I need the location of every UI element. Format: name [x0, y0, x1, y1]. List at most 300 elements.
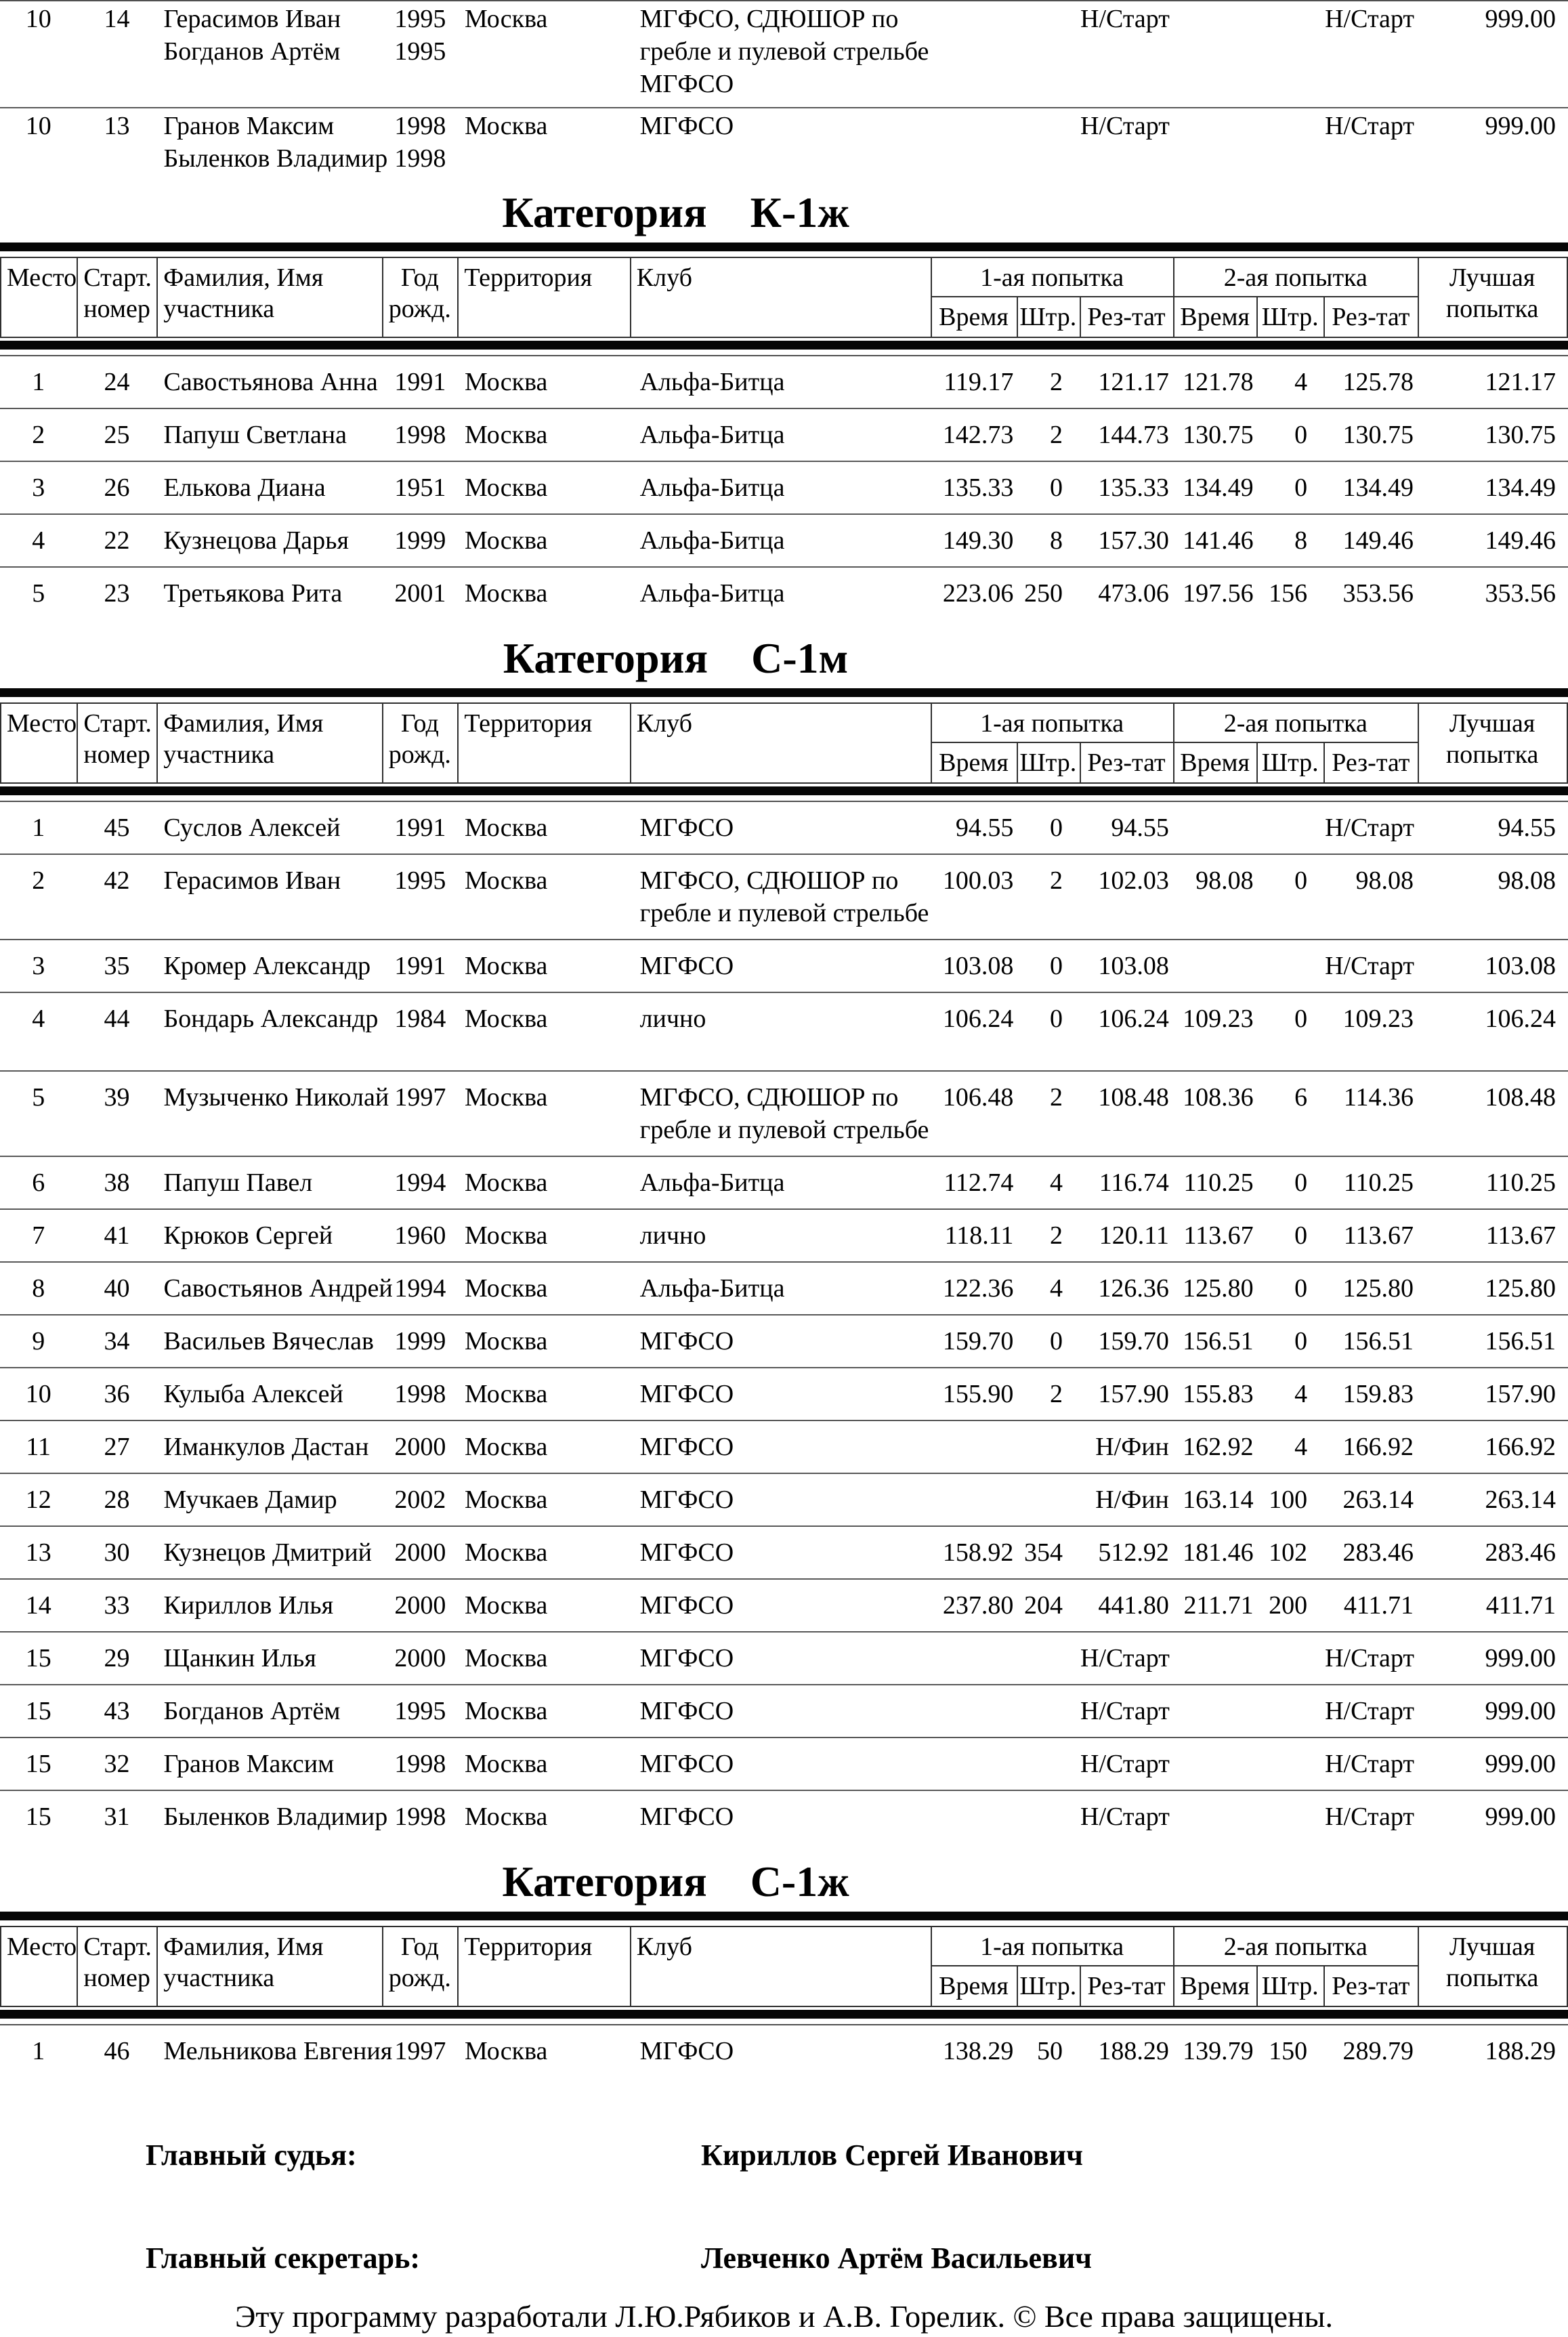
- cell-attempt2-time: 113.67: [1174, 1209, 1258, 1262]
- cell-club: МГФСО: [639, 2037, 734, 2065]
- col-header-bib-line1: Старт.: [83, 264, 152, 292]
- cell-place: 10: [0, 1368, 77, 1420]
- cell-attempt1-time: 237.80: [931, 1579, 1017, 1632]
- cell-name: Елькова Диана: [156, 461, 382, 514]
- cell-club: МГФСО: [631, 1579, 931, 1632]
- section-title-prefix: Категория: [503, 634, 708, 682]
- chief-secretary-row: [146, 2241, 1568, 2276]
- cell-attempt2-time: [1174, 1, 1258, 108]
- cell-club: МГФСО: [631, 1420, 931, 1473]
- cell-attempt2-penalty: 0: [1258, 1315, 1326, 1368]
- cell-year: 2002: [383, 1473, 458, 1526]
- cell-attempt2-time: 211.71: [1174, 1579, 1258, 1632]
- result-row: [0, 1526, 1568, 1579]
- result-row: [0, 1209, 1568, 1262]
- cell-place: 2: [0, 408, 77, 461]
- cell-attempt1-time: 106.24: [931, 992, 1017, 1071]
- cell-place: 1: [32, 368, 45, 396]
- col-header-name: [157, 257, 383, 337]
- col-header-name-line2: участника: [163, 1964, 275, 1992]
- cell-club: МГФСО: [631, 1738, 931, 1790]
- col-header-attempt1-time: Время: [931, 297, 1017, 337]
- result-row: [0, 514, 1568, 567]
- cell-year: 1995: [383, 1685, 458, 1738]
- cell-best-attempt: 999.00: [1485, 5, 1556, 33]
- cell-club: Альфа-Битца: [631, 461, 931, 514]
- col-header-bib-line2: номер: [83, 740, 150, 769]
- cell-name: Кулыба Алексей: [156, 1368, 382, 1420]
- cell-bib: 28: [77, 1473, 156, 1526]
- cell-year: 1984: [383, 992, 458, 1071]
- section-title-code: С-1ж: [750, 1857, 849, 1906]
- cell-place: 4: [0, 514, 77, 567]
- cell-territory: Москва: [458, 1262, 631, 1315]
- col-header-attempt1: 1-ая попытка: [931, 257, 1174, 297]
- cell-attempt1-time: 100.03: [931, 854, 1017, 940]
- cell-attempt2-result: Н/Старт: [1325, 1685, 1419, 1738]
- cell-place: 10: [25, 5, 51, 33]
- cell-best-attempt: 999.00: [1419, 1632, 1568, 1685]
- cell-attempt1-result: 126.36: [1080, 1262, 1174, 1315]
- cell-territory: Москва: [458, 1071, 631, 1156]
- cell-attempt2-penalty: [1258, 108, 1326, 182]
- cell-name: Щанкин Илья: [156, 1632, 382, 1685]
- cell-territory: Москва: [458, 108, 631, 182]
- cell-name: Гранов Максим: [156, 1738, 382, 1790]
- cell-attempt2-result: 289.79: [1342, 2037, 1414, 2065]
- cell-attempt2-penalty: 100: [1258, 1473, 1326, 1526]
- cell-attempt1-time: 138.29: [942, 2037, 1014, 2065]
- cell-name: Музыченко Николай: [156, 1071, 382, 1156]
- cell-bib: 25: [77, 408, 156, 461]
- cell-attempt2-time: [1174, 1738, 1258, 1790]
- cell-attempt1-result: 157.30: [1080, 514, 1174, 567]
- results-header-table: [0, 702, 1568, 784]
- col-header-name: [157, 703, 383, 783]
- cell-attempt1-penalty: 0: [1017, 940, 1080, 992]
- col-header-best-line1: Лучшая: [1449, 709, 1535, 738]
- col-header-attempt1: 1-ая попытка: [931, 703, 1174, 742]
- divider-band-top: [0, 688, 1568, 697]
- cell-bib: 43: [77, 1685, 156, 1738]
- results-table: [0, 356, 1568, 619]
- cell-attempt2-result: 130.75: [1325, 408, 1419, 461]
- cell-attempt1-penalty: [1017, 1420, 1080, 1473]
- col-header-attempt2-time: Время: [1174, 1966, 1257, 2006]
- section-title-prefix: Категория: [502, 1857, 707, 1906]
- cell-bib: 34: [77, 1315, 156, 1368]
- col-header-attempt2-penalty: Штр.: [1257, 297, 1324, 337]
- cell-place: 10: [0, 108, 77, 182]
- cell-attempt1-result: 106.24: [1080, 992, 1174, 1071]
- cell-attempt1-time: 155.90: [931, 1368, 1017, 1420]
- cell-bib: 40: [77, 1262, 156, 1315]
- col-header-attempt1-time: Время: [931, 742, 1017, 783]
- cell-territory: Москва: [464, 368, 548, 396]
- col-header-attempt2-result: Рез-тат: [1324, 1966, 1418, 2006]
- cell-attempt2-penalty: 150: [1269, 2037, 1308, 2065]
- cell-place: 15: [0, 1632, 77, 1685]
- col-header-attempt2: 2-ая попытка: [1174, 1927, 1418, 1966]
- cell-attempt2-penalty: 4: [1258, 1420, 1326, 1473]
- cell-bib: 30: [77, 1526, 156, 1579]
- cell-attempt1-penalty: 250: [1017, 567, 1080, 619]
- cell-attempt2-penalty: [1258, 1738, 1326, 1790]
- cell-attempt2-result: 109.23: [1325, 992, 1419, 1071]
- cell-club: лично: [631, 1209, 931, 1262]
- cell-attempt1-result: 473.06: [1080, 567, 1174, 619]
- cell-attempt2-time: 155.83: [1174, 1368, 1258, 1420]
- cell-attempt2-result: 411.71: [1325, 1579, 1419, 1632]
- result-row: [0, 1579, 1568, 1632]
- cell-year: 1997: [383, 1071, 458, 1156]
- col-header-year-line2: рожд.: [388, 740, 451, 769]
- cell-attempt1-penalty: 2: [1017, 1368, 1080, 1420]
- cell-best-attempt: 130.75: [1419, 408, 1568, 461]
- divider-band-top: [0, 243, 1568, 251]
- cell-attempt2-penalty: 4: [1294, 368, 1308, 396]
- cell-bib: 46: [104, 2037, 130, 2065]
- col-header-attempt2-penalty: Штр.: [1257, 742, 1324, 783]
- cell-attempt2-time: 125.80: [1174, 1262, 1258, 1315]
- cell-attempt1-time: [931, 1473, 1017, 1526]
- divider-band-bottom: [0, 2010, 1568, 2019]
- cell-year: 2000: [383, 1420, 458, 1473]
- result-row: [0, 1071, 1568, 1156]
- cell-attempt2-penalty: 200: [1258, 1579, 1326, 1632]
- cell-attempt2-time: 181.46: [1174, 1526, 1258, 1579]
- cell-place: 3: [0, 940, 77, 992]
- cell-place: 1: [32, 2037, 45, 2065]
- cell-territory: Москва: [458, 1315, 631, 1368]
- cell-territory: Москва: [464, 814, 548, 842]
- cell-club: МГФСО: [631, 1632, 931, 1685]
- cell-attempt1-penalty: 4: [1017, 1262, 1080, 1315]
- cell-attempt1-penalty: 2: [1050, 368, 1063, 396]
- cell-place: 7: [0, 1209, 77, 1262]
- cell-attempt1-penalty: [1017, 1738, 1080, 1790]
- cell-attempt1-result: 103.08: [1080, 940, 1174, 992]
- cell-best-attempt: 110.25: [1419, 1156, 1568, 1209]
- cell-attempt2-time: [1174, 108, 1258, 182]
- cell-name: Иманкулов Дастан: [156, 1420, 382, 1473]
- cell-attempt2-penalty: [1258, 1790, 1326, 1843]
- cell-attempt2-time: 110.25: [1174, 1156, 1258, 1209]
- cell-attempt2-time: [1174, 1790, 1258, 1843]
- cell-club: лично: [631, 992, 931, 1071]
- cell-territory: Москва: [458, 1156, 631, 1209]
- cell-bib: 36: [77, 1368, 156, 1420]
- cell-attempt2-penalty: [1258, 940, 1326, 992]
- cell-attempt2-penalty: 6: [1258, 1071, 1326, 1156]
- cell-attempt1-time: 118.11: [931, 1209, 1017, 1262]
- cell-name: Герасимов Иван: [156, 854, 382, 940]
- cell-year: 1995 1995: [394, 5, 446, 66]
- cell-name: Третьякова Рита: [156, 567, 382, 619]
- cell-place: 15: [0, 1685, 77, 1738]
- cell-year: 1999: [383, 514, 458, 567]
- cell-year: 1991: [394, 814, 446, 842]
- cell-attempt2-result: 159.83: [1325, 1368, 1419, 1420]
- col-header-club: Клуб: [631, 703, 931, 783]
- cell-club: МГФСО, СДЮШОР по гребле и пулевой стрельбе: [631, 1071, 931, 1156]
- cell-club: МГФСО: [631, 940, 931, 992]
- cell-best-attempt: 149.46: [1419, 514, 1568, 567]
- col-header-attempt1-result: Рез-тат: [1080, 297, 1174, 337]
- col-header-bib-line2: номер: [83, 295, 150, 323]
- col-header-bib: [77, 1927, 157, 2006]
- cell-attempt1-penalty: 0: [1017, 992, 1080, 1071]
- cell-year: 1995: [383, 854, 458, 940]
- cell-attempt2-penalty: 4: [1258, 1368, 1326, 1420]
- cell-best-attempt: 999.00: [1419, 1685, 1568, 1738]
- cell-bib: 26: [77, 461, 156, 514]
- cell-attempt2-result: 114.36: [1325, 1071, 1419, 1156]
- cell-attempt1-result: 120.11: [1080, 1209, 1174, 1262]
- cell-place: 5: [0, 1071, 77, 1156]
- cell-attempt1-time: [931, 1738, 1017, 1790]
- cell-attempt2-result: 283.46: [1325, 1526, 1419, 1579]
- cell-bib: 41: [77, 1209, 156, 1262]
- cell-best-attempt: 411.71: [1419, 1579, 1568, 1632]
- col-header-name-line2: участника: [163, 295, 275, 323]
- result-row: [0, 2025, 1568, 2077]
- col-header-best: [1418, 257, 1567, 337]
- cell-attempt1-result: 135.33: [1080, 461, 1174, 514]
- result-row: [0, 1262, 1568, 1315]
- section-title: [0, 1857, 1568, 1906]
- cell-attempt1-time: 223.06: [931, 567, 1017, 619]
- result-row: [0, 1, 1568, 108]
- cell-name: Папуш Светлана: [156, 408, 382, 461]
- cell-year: 2001: [383, 567, 458, 619]
- results-header-table: [0, 1926, 1568, 2007]
- col-header-club: Клуб: [631, 1927, 931, 2006]
- result-row: [0, 1685, 1568, 1738]
- cell-attempt2-time: [1174, 1685, 1258, 1738]
- cell-name: Кузнецова Дарья: [156, 514, 382, 567]
- cell-attempt1-penalty: [1017, 108, 1080, 182]
- col-header-attempt2: 2-ая попытка: [1174, 703, 1418, 742]
- col-header-name-line1: Фамилия, Имя: [163, 264, 324, 292]
- cell-best-attempt: 263.14: [1419, 1473, 1568, 1526]
- cell-attempt2-result: 125.80: [1325, 1262, 1419, 1315]
- cell-club: МГФСО: [631, 1473, 931, 1526]
- cell-attempt2-result: 125.78: [1342, 368, 1414, 396]
- col-header-best-line2: попытка: [1445, 1964, 1539, 1992]
- cell-attempt1-time: [931, 108, 1017, 182]
- col-header-club: Клуб: [631, 257, 931, 337]
- cell-bib: 22: [77, 514, 156, 567]
- cell-attempt1-penalty: 8: [1017, 514, 1080, 567]
- col-header-name: [157, 1927, 383, 2006]
- cell-name: Кириллов Илья: [156, 1579, 382, 1632]
- col-header-name-line1: Фамилия, Имя: [163, 1933, 324, 1961]
- cell-attempt1-time: [931, 1632, 1017, 1685]
- cell-place: 15: [0, 1738, 77, 1790]
- cell-attempt1-result: Н/Старт: [1080, 108, 1174, 182]
- col-header-year: [383, 703, 458, 783]
- cell-bib: 33: [77, 1579, 156, 1632]
- cell-attempt2-penalty: 8: [1258, 514, 1326, 567]
- results-table: [0, 2025, 1568, 2077]
- cell-territory: Москва: [458, 1579, 631, 1632]
- col-header-year-line2: рожд.: [388, 1964, 451, 1992]
- cell-attempt1-penalty: 2: [1017, 1071, 1080, 1156]
- cell-territory: Москва: [458, 854, 631, 940]
- col-header-year: [383, 1927, 458, 2006]
- cell-attempt1-time: 135.33: [931, 461, 1017, 514]
- cell-territory: Москва: [458, 1685, 631, 1738]
- result-row: [0, 1156, 1568, 1209]
- cell-attempt1-result: 108.48: [1080, 1071, 1174, 1156]
- cell-territory: Москва: [464, 2037, 548, 2065]
- cell-attempt2-time: 109.23: [1174, 992, 1258, 1071]
- cell-year: 1951: [383, 461, 458, 514]
- cell-place: 9: [0, 1315, 77, 1368]
- cell-attempt1-penalty: 2: [1017, 408, 1080, 461]
- results-header-table: [0, 257, 1568, 338]
- cell-attempt1-result: Н/Старт: [1080, 1738, 1174, 1790]
- result-row: [0, 356, 1568, 408]
- cell-year: 1991: [394, 368, 446, 396]
- cell-year: 1960: [383, 1209, 458, 1262]
- cell-attempt2-penalty: [1258, 802, 1326, 854]
- cell-club: МГФСО: [631, 1368, 931, 1420]
- col-header-attempt1-penalty: Штр.: [1017, 297, 1080, 337]
- col-header-attempt2-penalty: Штр.: [1257, 1966, 1324, 2006]
- cell-best-attempt: 113.67: [1419, 1209, 1568, 1262]
- carryover-results-table: [0, 1, 1568, 182]
- cell-attempt1-result: Н/Старт: [1080, 5, 1170, 33]
- cell-name: Суслов Алексей: [163, 814, 341, 842]
- cell-club: МГФСО: [631, 1790, 931, 1843]
- cell-attempt2-result: Н/Старт: [1325, 108, 1419, 182]
- col-header-best-line2: попытка: [1445, 295, 1539, 323]
- cell-territory: Москва: [458, 1473, 631, 1526]
- cell-bib: 42: [77, 854, 156, 940]
- cell-place: 4: [0, 992, 77, 1071]
- cell-year: 1994: [383, 1156, 458, 1209]
- col-header-attempt2-time: Время: [1174, 742, 1257, 783]
- cell-attempt2-result: 110.25: [1325, 1156, 1419, 1209]
- cell-territory: Москва: [458, 1526, 631, 1579]
- cell-attempt2-result: Н/Старт: [1325, 1738, 1419, 1790]
- cell-bib: 38: [77, 1156, 156, 1209]
- cell-best-attempt: 156.51: [1419, 1315, 1568, 1368]
- cell-place: 6: [0, 1156, 77, 1209]
- cell-attempt1-time: 142.73: [931, 408, 1017, 461]
- cell-club: МГФСО: [631, 108, 931, 182]
- cell-attempt2-penalty: [1258, 1632, 1326, 1685]
- cell-year: 2000: [383, 1632, 458, 1685]
- cell-attempt1-penalty: 0: [1050, 814, 1063, 842]
- cell-place: 1: [32, 814, 45, 842]
- section-title: [0, 188, 1568, 237]
- cell-attempt1-penalty: [1017, 1790, 1080, 1843]
- cell-attempt2-penalty: 0: [1258, 1209, 1326, 1262]
- cell-best-attempt: 999.00: [1419, 1738, 1568, 1790]
- cell-attempt1-time: 122.36: [931, 1262, 1017, 1315]
- col-header-year: [383, 257, 458, 337]
- col-header-bib-line2: номер: [83, 1964, 150, 1992]
- result-row: [0, 461, 1568, 514]
- cell-attempt1-result: 188.29: [1098, 2037, 1169, 2065]
- col-header-name-line1: Фамилия, Имя: [163, 709, 324, 738]
- cell-club: Альфа-Битца: [631, 514, 931, 567]
- cell-name: Савостьянов Андрей: [156, 1262, 382, 1315]
- result-row: [0, 1368, 1568, 1420]
- cell-club: МГФСО, СДЮШОР по гребле и пулевой стрельбе МГФСО: [639, 5, 929, 98]
- cell-attempt2-penalty: 0: [1258, 408, 1326, 461]
- divider-band-top: [0, 1912, 1568, 1920]
- cell-attempt1-time: 106.48: [931, 1071, 1017, 1156]
- result-row: [0, 1315, 1568, 1368]
- cell-bib: 13: [77, 108, 156, 182]
- cell-attempt2-penalty: 0: [1258, 461, 1326, 514]
- col-header-best: [1418, 1927, 1567, 2006]
- cell-attempt2-result: Н/Старт: [1325, 940, 1419, 992]
- col-header-year-line1: Год: [400, 709, 439, 738]
- col-header-bib-line1: Старт.: [83, 1933, 152, 1961]
- result-row: [0, 1473, 1568, 1526]
- chief-judge-name: Кириллов Сергей Иванович: [701, 2139, 1083, 2172]
- cell-attempt2-result: Н/Старт: [1325, 1632, 1419, 1685]
- col-header-attempt2-time: Время: [1174, 297, 1257, 337]
- cell-name: Кузнецов Дмитрий: [156, 1526, 382, 1579]
- cell-territory: Москва: [458, 514, 631, 567]
- col-header-year-line1: Год: [400, 264, 439, 292]
- cell-bib: 44: [77, 992, 156, 1071]
- results-table: [0, 802, 1568, 1843]
- col-header-place: Место: [1, 703, 77, 783]
- section-title-code: К-1ж: [750, 188, 849, 236]
- cell-best-attempt: 166.92: [1419, 1420, 1568, 1473]
- cell-place: 13: [0, 1526, 77, 1579]
- cell-attempt2-result: 353.56: [1325, 567, 1419, 619]
- cell-club: МГФСО: [631, 1526, 931, 1579]
- cell-attempt1-time: 159.70: [931, 1315, 1017, 1368]
- result-row: [0, 567, 1568, 619]
- result-row: [0, 1790, 1568, 1843]
- col-header-place: Место: [1, 1927, 77, 2006]
- cell-attempt1-result: 157.90: [1080, 1368, 1174, 1420]
- col-header-attempt1-time: Время: [931, 1966, 1017, 2006]
- cell-attempt2-penalty: 0: [1258, 992, 1326, 1071]
- cell-attempt1-time: [931, 1790, 1017, 1843]
- cell-attempt2-result: Н/Старт: [1325, 1790, 1419, 1843]
- cell-territory: Москва: [458, 940, 631, 992]
- cell-attempt2-result: 98.08: [1325, 854, 1419, 940]
- cell-bib: 29: [77, 1632, 156, 1685]
- cell-best-attempt: 98.08: [1419, 854, 1568, 940]
- col-header-best-line2: попытка: [1445, 740, 1539, 769]
- cell-bib: 31: [77, 1790, 156, 1843]
- cell-attempt1-penalty: 4: [1017, 1156, 1080, 1209]
- cell-territory: Москва: [458, 1738, 631, 1790]
- result-row: [0, 1738, 1568, 1790]
- cell-attempt2-result: 263.14: [1325, 1473, 1419, 1526]
- cell-territory: Москва: [464, 5, 548, 33]
- cell-territory: Москва: [458, 1420, 631, 1473]
- section-title-prefix: Категория: [502, 188, 707, 236]
- cell-bib: 27: [77, 1420, 156, 1473]
- cell-name: Васильев Вячеслав: [156, 1315, 382, 1368]
- cell-attempt2-time: [1174, 1632, 1258, 1685]
- cell-attempt1-result: 144.73: [1080, 408, 1174, 461]
- cell-attempt2-time: 130.75: [1174, 408, 1258, 461]
- col-header-attempt1-result: Рез-тат: [1080, 742, 1174, 783]
